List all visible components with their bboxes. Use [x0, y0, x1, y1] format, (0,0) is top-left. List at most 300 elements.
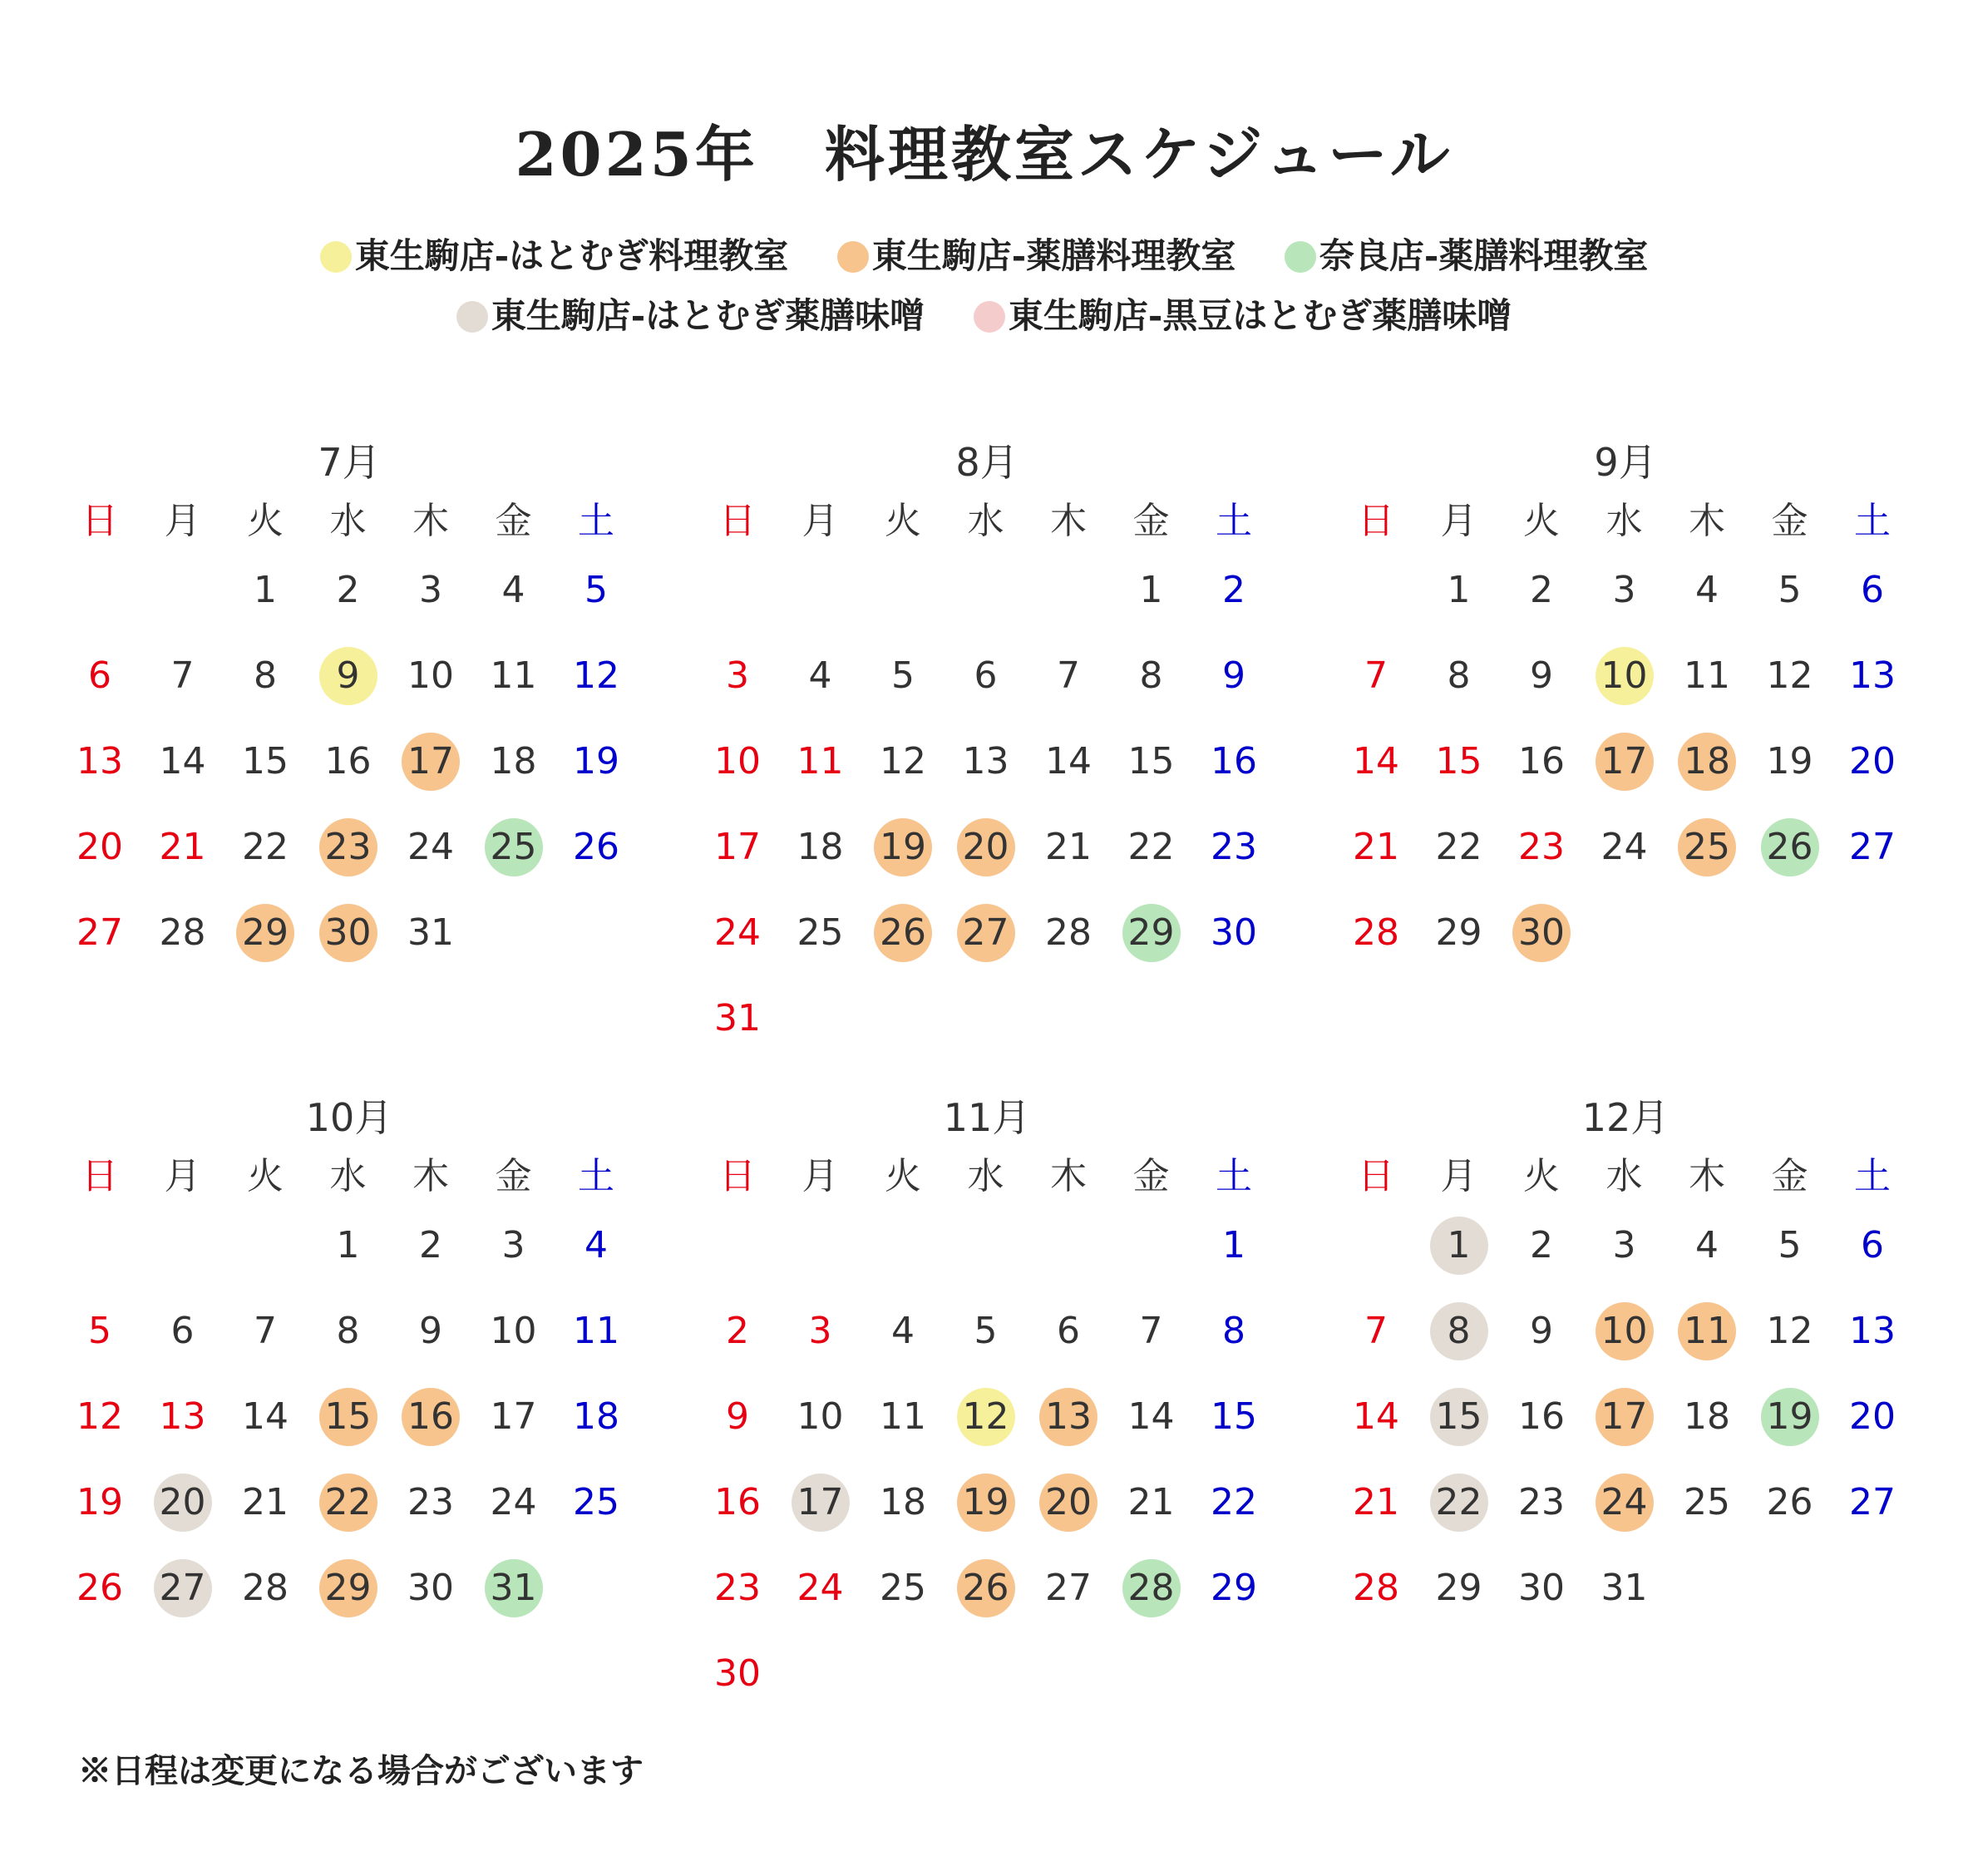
- weekday-header: 木: [412, 1155, 449, 1197]
- day-number: 26: [1766, 826, 1813, 868]
- day-number: 18: [1684, 1395, 1730, 1438]
- day-number: 27: [76, 911, 123, 954]
- day-number: 29: [1127, 911, 1175, 954]
- day-number: 9: [336, 654, 360, 697]
- day-cell: [1334, 1474, 1418, 1532]
- day-cell: [1749, 1302, 1832, 1360]
- day-number: 21: [1045, 826, 1092, 868]
- title-name: 料理教室スケジュール: [824, 119, 1453, 190]
- day-number: 6: [1861, 569, 1884, 611]
- day-cell: [141, 1559, 224, 1617]
- day-number: 11: [573, 1310, 619, 1352]
- weekday-header: 木: [1050, 500, 1087, 542]
- day-number: 15: [324, 1395, 372, 1438]
- day-number: 3: [1612, 1224, 1636, 1266]
- day-cell: [1665, 818, 1749, 876]
- day-cell: [141, 1302, 224, 1360]
- day-cell: [1583, 1388, 1666, 1446]
- day-cell: [1110, 647, 1193, 705]
- day-cell: [696, 1474, 779, 1532]
- day-number: 7: [254, 1310, 277, 1352]
- day-cell: [389, 1302, 472, 1360]
- day-cell: [1027, 1474, 1110, 1532]
- weekday-header: 火: [1523, 1155, 1560, 1197]
- day-number: 28: [1353, 911, 1399, 954]
- day-number: 23: [1518, 1481, 1565, 1523]
- day-cell: [141, 818, 224, 876]
- day-number: 28: [1127, 1567, 1175, 1609]
- day-number: 22: [242, 826, 289, 868]
- day-cell: [1110, 904, 1193, 962]
- day-cell: [472, 818, 555, 876]
- day-number: 9: [1222, 654, 1245, 697]
- day-cell: [1665, 1217, 1749, 1275]
- day-cell: [696, 733, 779, 791]
- day-cell: [141, 1388, 224, 1446]
- day-cell: [472, 733, 555, 791]
- day-number: 9: [1530, 1310, 1553, 1352]
- legend-dot-icon: [456, 301, 488, 333]
- day-cell: [307, 1388, 390, 1446]
- day-number: 24: [797, 1567, 844, 1609]
- day-number: 19: [962, 1481, 1009, 1523]
- weekday-header: 日: [81, 1155, 118, 1197]
- day-cell: [1192, 1474, 1275, 1532]
- day-cell: [1831, 1474, 1914, 1532]
- day-number: 26: [880, 911, 926, 954]
- day-cell: [555, 818, 638, 876]
- weekday-header: 月: [164, 1155, 201, 1197]
- weekday-header: 土: [1854, 1155, 1891, 1197]
- day-number: 12: [1766, 654, 1813, 697]
- day-cell: [141, 647, 224, 705]
- day-number: 1: [1139, 569, 1163, 611]
- day-cell: [1027, 1388, 1110, 1446]
- day-cell: [779, 1559, 862, 1617]
- day-cell: [945, 1302, 1028, 1360]
- day-number: 30: [407, 1567, 454, 1609]
- day-cell: [1831, 1388, 1914, 1446]
- day-cell: [555, 647, 638, 705]
- day-cell: [389, 647, 472, 705]
- weekday-header: 日: [719, 1155, 756, 1197]
- day-cell: [1500, 1217, 1583, 1275]
- day-cell: [1500, 647, 1583, 705]
- day-number: 12: [76, 1395, 123, 1438]
- legend-label: 東生駒店-はとむぎ薬膳味噌: [491, 295, 925, 336]
- month-title: 8月: [955, 440, 1019, 485]
- day-cell: [389, 733, 472, 791]
- legend-row-2: [0, 289, 1968, 338]
- day-number: 28: [242, 1567, 289, 1609]
- day-number: 27: [1849, 826, 1896, 868]
- day-number: 10: [407, 654, 454, 697]
- day-number: 18: [1684, 740, 1730, 782]
- day-number: 28: [159, 911, 206, 954]
- day-number: 23: [407, 1481, 454, 1523]
- weekday-header: 土: [578, 1155, 614, 1197]
- day-number: 15: [242, 740, 289, 782]
- day-number: 24: [407, 826, 454, 868]
- day-cell: [307, 904, 390, 962]
- day-number: 21: [1127, 1481, 1175, 1523]
- day-number: 25: [1684, 1481, 1730, 1523]
- day-number: 15: [1435, 740, 1482, 782]
- day-cell: [555, 1302, 638, 1360]
- day-cell: [555, 733, 638, 791]
- day-number: 3: [726, 654, 749, 697]
- day-cell: [58, 1559, 141, 1617]
- day-number: 8: [1222, 1310, 1245, 1352]
- day-cell: [1334, 733, 1418, 791]
- day-number: 3: [419, 569, 442, 611]
- day-number: 16: [714, 1481, 761, 1523]
- legend-item-orange: [837, 229, 1236, 279]
- day-number: 15: [1127, 740, 1175, 782]
- day-cell: [1418, 818, 1501, 876]
- day-number: 5: [891, 654, 915, 697]
- day-number: 14: [1353, 740, 1399, 782]
- day-cell: [1500, 1302, 1583, 1360]
- day-cell: [307, 733, 390, 791]
- day-number: 22: [324, 1481, 372, 1523]
- day-cell: [861, 647, 945, 705]
- day-number: 19: [573, 740, 619, 782]
- day-number: 11: [490, 654, 537, 697]
- day-cell: [1665, 1302, 1749, 1360]
- day-number: 2: [1530, 569, 1553, 611]
- day-cell: [1583, 1302, 1666, 1360]
- day-number: 2: [726, 1310, 749, 1352]
- weekday-header: 金: [1771, 1155, 1808, 1197]
- day-cell: [779, 647, 862, 705]
- day-cell: [1334, 1302, 1418, 1360]
- day-number: 9: [1530, 654, 1553, 697]
- day-cell: [307, 1559, 390, 1617]
- weekday-header: 金: [1132, 1155, 1170, 1197]
- weekday-header: 水: [1605, 1155, 1643, 1197]
- day-number: 29: [242, 911, 289, 954]
- day-number: 2: [419, 1224, 442, 1266]
- day-cell: [1192, 733, 1275, 791]
- day-number: 11: [1684, 1310, 1730, 1352]
- legend-label: 東生駒店-はとむぎ料理教室: [354, 235, 789, 276]
- schedule-note: ※日程は変更になる場合がございます: [78, 1751, 644, 1790]
- weekday-header: 金: [1771, 500, 1808, 542]
- day-cell: [555, 561, 638, 620]
- day-cell: [1583, 1559, 1666, 1617]
- day-number: 17: [1601, 740, 1648, 782]
- day-cell: [1500, 1474, 1583, 1532]
- day-number: 26: [962, 1567, 1009, 1609]
- weekday-header: 土: [1854, 500, 1891, 542]
- weekday-header: 日: [1358, 1155, 1394, 1197]
- weekday-header: 水: [1605, 500, 1643, 542]
- day-number: 10: [1601, 654, 1648, 697]
- day-number: 13: [159, 1395, 206, 1438]
- month-calendar: [696, 432, 1278, 1039]
- weekday-header: 木: [1689, 500, 1725, 542]
- day-cell: [224, 1559, 307, 1617]
- day-number: 16: [1518, 740, 1565, 782]
- day-cell: [58, 1474, 141, 1532]
- day-cell: [224, 733, 307, 791]
- weekday-header: 土: [1216, 1155, 1252, 1197]
- day-cell: [1027, 647, 1110, 705]
- legend-dot-icon: [1285, 241, 1316, 273]
- day-cell: [945, 818, 1028, 876]
- day-cell: [1749, 1217, 1832, 1275]
- day-number: 23: [324, 826, 372, 868]
- day-cell: [696, 1559, 779, 1617]
- day-number: 6: [170, 1310, 195, 1352]
- day-cell: [696, 647, 779, 705]
- legend-item-yellow: [320, 229, 788, 279]
- day-number: 31: [490, 1567, 537, 1609]
- day-number: 31: [407, 911, 454, 954]
- day-cell: [1749, 733, 1832, 791]
- day-cell: [1192, 904, 1275, 962]
- day-cell: [1500, 733, 1583, 791]
- day-number: 8: [1139, 654, 1163, 697]
- day-number: 24: [1601, 826, 1648, 868]
- day-number: 4: [1695, 569, 1719, 611]
- page-title: [0, 106, 1968, 193]
- day-cell: [1334, 1559, 1418, 1617]
- day-number: 31: [714, 997, 761, 1039]
- day-number: 14: [159, 740, 206, 782]
- weekday-header: 金: [1132, 500, 1170, 542]
- day-number: 3: [501, 1224, 525, 1266]
- day-cell: [1749, 818, 1832, 876]
- weekday-header: 月: [802, 500, 839, 542]
- weekday-header: 金: [495, 500, 532, 542]
- day-number: 22: [1127, 826, 1175, 868]
- day-cell: [696, 904, 779, 962]
- day-cell: [555, 1217, 638, 1275]
- day-cell: [1334, 1388, 1418, 1446]
- legend-label: 奈良店-薬膳料理教室: [1319, 235, 1649, 276]
- day-number: 4: [891, 1310, 915, 1352]
- day-number: 21: [242, 1481, 289, 1523]
- day-cell: [1110, 561, 1193, 620]
- day-cell: [861, 1474, 945, 1532]
- day-cell: [1749, 1474, 1832, 1532]
- weekday-header: 日: [1358, 500, 1394, 542]
- day-number: 6: [88, 654, 111, 697]
- day-number: 2: [1530, 1224, 1553, 1266]
- day-number: 1: [254, 569, 277, 611]
- day-number: 18: [797, 826, 844, 868]
- day-number: 11: [1684, 654, 1730, 697]
- day-number: 11: [797, 740, 844, 782]
- day-number: 22: [1211, 1481, 1257, 1523]
- day-number: 18: [880, 1481, 926, 1523]
- day-number: 30: [714, 1652, 761, 1695]
- day-number: 22: [1435, 826, 1482, 868]
- day-number: 17: [714, 826, 761, 868]
- day-number: 12: [1766, 1310, 1813, 1352]
- day-cell: [696, 990, 779, 1048]
- day-cell: [945, 647, 1028, 705]
- day-cell: [1583, 561, 1666, 620]
- day-cell: [389, 904, 472, 962]
- day-cell: [861, 1559, 945, 1617]
- day-cell: [945, 1474, 1028, 1532]
- month-calendar: [696, 1088, 1278, 1695]
- day-cell: [58, 1302, 141, 1360]
- legend-item-beige: [456, 289, 925, 338]
- day-number: 21: [1353, 1481, 1399, 1523]
- day-number: 19: [76, 1481, 123, 1523]
- day-number: 8: [1447, 1310, 1471, 1352]
- day-number: 19: [1766, 740, 1813, 782]
- day-number: 14: [1045, 740, 1092, 782]
- day-number: 16: [324, 740, 372, 782]
- day-cell: [1192, 1559, 1275, 1617]
- day-number: 10: [797, 1395, 844, 1438]
- day-cell: [1583, 647, 1666, 705]
- day-cell: [58, 647, 141, 705]
- day-number: 5: [1778, 1224, 1802, 1266]
- day-number: 29: [1435, 1567, 1482, 1609]
- day-number: 30: [1518, 911, 1565, 954]
- day-cell: [389, 818, 472, 876]
- day-number: 2: [1222, 569, 1245, 611]
- day-cell: [1110, 1474, 1193, 1532]
- day-number: 5: [974, 1310, 998, 1352]
- day-number: 29: [1211, 1567, 1257, 1609]
- day-cell: [555, 1388, 638, 1446]
- month-title: 11月: [943, 1095, 1031, 1140]
- weekday-header: 月: [1440, 500, 1477, 542]
- day-cell: [779, 904, 862, 962]
- day-cell: [1749, 561, 1832, 620]
- legend-row-1: [0, 229, 1968, 279]
- day-number: 11: [880, 1395, 926, 1438]
- day-number: 1: [1447, 1224, 1471, 1266]
- day-cell: [389, 1474, 472, 1532]
- day-number: 1: [1222, 1224, 1245, 1266]
- weekday-header: 日: [81, 500, 118, 542]
- day-number: 9: [419, 1310, 442, 1352]
- day-cell: [1027, 1302, 1110, 1360]
- day-number: 7: [1364, 654, 1388, 697]
- day-number: 25: [490, 826, 537, 868]
- day-cell: [307, 818, 390, 876]
- day-number: 20: [159, 1481, 206, 1523]
- day-number: 4: [584, 1224, 608, 1266]
- day-cell: [861, 904, 945, 962]
- day-number: 12: [962, 1395, 1009, 1438]
- day-number: 20: [76, 826, 123, 868]
- day-cell: [1110, 1388, 1193, 1446]
- day-cell: [696, 1645, 779, 1703]
- day-number: 7: [1364, 1310, 1388, 1352]
- day-cell: [307, 1217, 390, 1275]
- month-calendar: [1334, 432, 1916, 1015]
- legend-dot-icon: [974, 301, 1005, 333]
- day-cell: [389, 1388, 472, 1446]
- day-cell: [1192, 1388, 1275, 1446]
- day-number: 13: [1849, 654, 1896, 697]
- day-cell: [1500, 904, 1583, 962]
- day-number: 5: [88, 1310, 111, 1352]
- legend-dot-icon: [837, 241, 869, 273]
- day-number: 25: [573, 1481, 619, 1523]
- day-cell: [1583, 818, 1666, 876]
- day-cell: [1418, 1559, 1501, 1617]
- day-cell: [1665, 561, 1749, 620]
- weekday-header: 火: [885, 1155, 921, 1197]
- weekday-header: 火: [247, 500, 284, 542]
- day-cell: [141, 733, 224, 791]
- day-number: 23: [1518, 826, 1565, 868]
- weekday-header: 水: [967, 1155, 1004, 1197]
- day-number: 2: [336, 569, 360, 611]
- day-number: 15: [1435, 1395, 1482, 1438]
- day-cell: [1027, 1559, 1110, 1617]
- day-cell: [1418, 561, 1501, 620]
- day-cell: [696, 818, 779, 876]
- day-number: 1: [1447, 569, 1471, 611]
- day-number: 21: [159, 826, 206, 868]
- day-number: 26: [1766, 1481, 1813, 1523]
- legend-item-green: [1285, 229, 1648, 279]
- day-number: 19: [1766, 1395, 1813, 1438]
- day-cell: [1192, 1302, 1275, 1360]
- day-number: 25: [797, 911, 844, 954]
- day-cell: [472, 1217, 555, 1275]
- day-number: 17: [490, 1395, 537, 1438]
- day-cell: [555, 1474, 638, 1532]
- day-cell: [1749, 647, 1832, 705]
- month-title: 12月: [1581, 1095, 1670, 1140]
- day-cell: [1418, 733, 1501, 791]
- day-number: 13: [1849, 1310, 1896, 1352]
- day-number: 8: [336, 1310, 360, 1352]
- day-cell: [1665, 647, 1749, 705]
- day-number: 26: [573, 826, 619, 868]
- day-cell: [1418, 647, 1501, 705]
- weekday-header: 月: [1440, 1155, 1477, 1197]
- day-number: 3: [1612, 569, 1636, 611]
- weekday-header: 木: [1050, 1155, 1087, 1197]
- day-number: 24: [714, 911, 761, 954]
- day-number: 6: [1861, 1224, 1884, 1266]
- day-cell: [307, 647, 390, 705]
- weekday-header: 金: [495, 1155, 532, 1197]
- day-cell: [1027, 904, 1110, 962]
- weekday-header: 水: [967, 500, 1004, 542]
- day-cell: [945, 733, 1028, 791]
- day-number: 15: [1211, 1395, 1257, 1438]
- day-number: 5: [1778, 569, 1802, 611]
- day-number: 28: [1353, 1567, 1399, 1609]
- day-cell: [472, 1474, 555, 1532]
- day-cell: [1334, 818, 1418, 876]
- day-number: 10: [490, 1310, 537, 1352]
- day-cell: [141, 904, 224, 962]
- day-cell: [58, 1388, 141, 1446]
- day-cell: [1583, 1474, 1666, 1532]
- day-number: 19: [880, 826, 926, 868]
- day-cell: [1665, 1388, 1749, 1446]
- day-cell: [1831, 733, 1914, 791]
- day-number: 25: [1684, 826, 1730, 868]
- day-cell: [1665, 1474, 1749, 1532]
- day-cell: [779, 733, 862, 791]
